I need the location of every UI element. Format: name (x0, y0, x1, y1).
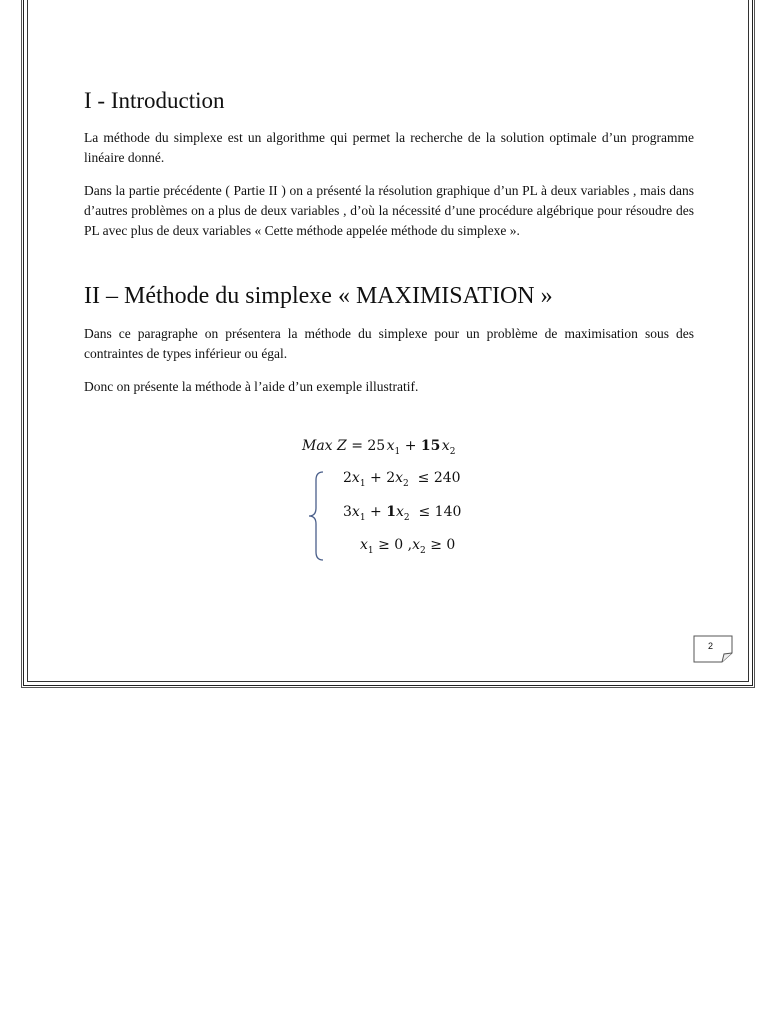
page-number: 2 (708, 641, 714, 651)
simplex-paragraph-2: Donc on présente la méthode à l’aide d’un exemple illustratif. (84, 379, 419, 394)
constraint-1: $2x_1 + 2x_2 \le 240$ (343, 470, 461, 489)
constraint-nonnegativity: $x_1 \ge 0$ $,x_2 \ge 0$ (360, 537, 456, 556)
intro-paragraph-1: La méthode du simplexe est un algorithme qui permet la recherche de la solution optimale d’un programme linéaire donné. (84, 130, 694, 165)
intro-paragraph-2: Dans la partie précédente ( Partie II ) on a présenté la résolution graphique d’un PL à deux variables , mais dans d’autres problèmes on a plus de deux variables , d’où la nécessité d’une procédure algébrique pour résoudre des PL avec plus de deux variables « Cette méthode appelée méthode du simplexe ». (84, 183, 694, 238)
section-title-introduction: I - Introduction (84, 88, 225, 113)
constraints-brace (307, 470, 325, 562)
objective-function: Max Z = 25 $x_1 + 15$ $x_2$ (302, 438, 456, 457)
objective-prefix: Max Z = (302, 438, 368, 454)
obj-coef-2: 15 (420, 438, 441, 454)
constraint-2: $3x_1 + 1x_2 \le 140$ (343, 504, 462, 523)
document-content (84, 88, 694, 410)
obj-coef-1: 25 (367, 438, 386, 454)
section-title-simplex-max: II – Méthode du simplexe « MAXIMISATION » (84, 283, 553, 309)
simplex-paragraph-1: Dans ce paragraphe on présentera la méthode du simplexe pour un problème de maximisation sous des contraintes de types inférieur ou égal. (84, 326, 694, 361)
